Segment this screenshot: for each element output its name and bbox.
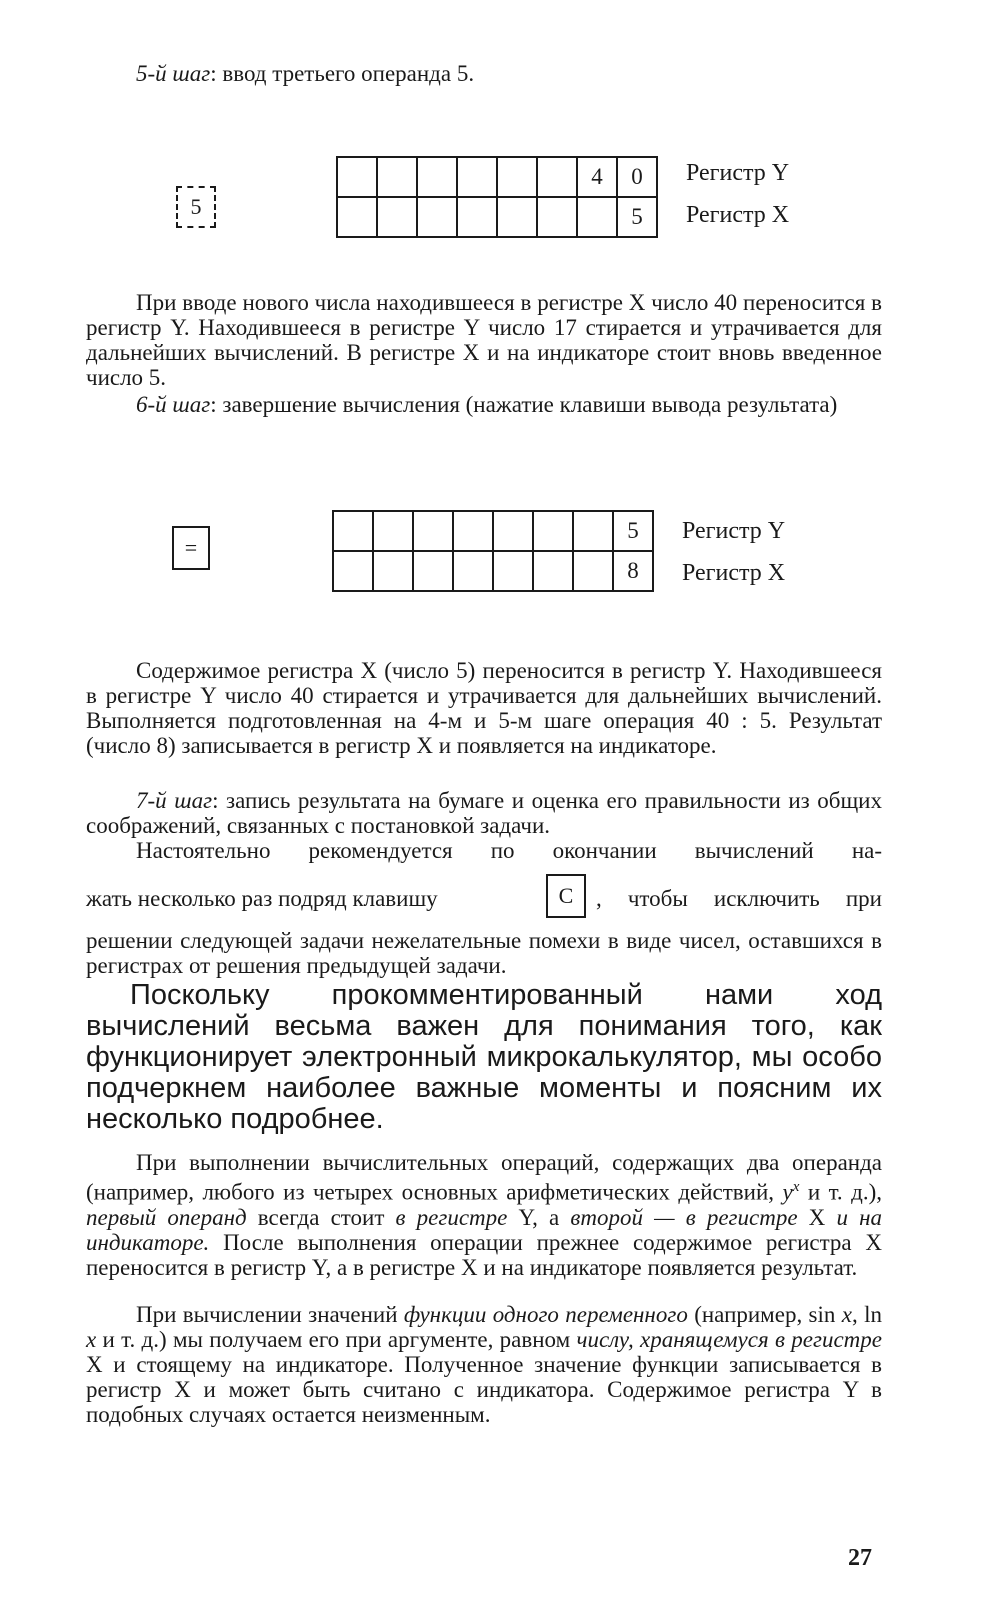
paragraph-3-after-key: , чтобы исключить при xyxy=(596,886,882,911)
paragraph-5-part: При вычислении значений xyxy=(136,1302,404,1327)
cell xyxy=(497,157,537,197)
paragraph-5-part: и т. д.) мы получаем его при аргументе, равном xyxy=(96,1327,577,1352)
cell xyxy=(413,551,453,591)
register-y-label: Регистр Y xyxy=(682,518,786,544)
cell xyxy=(333,511,373,551)
cell xyxy=(333,551,373,591)
paragraph-4-emphasis: и на индикаторе. xyxy=(86,1204,882,1255)
register-y-label: Регистр Y xyxy=(686,160,790,186)
cell xyxy=(493,511,533,551)
cell: 5 xyxy=(617,197,657,237)
cell xyxy=(373,551,413,591)
step6-paragraph xyxy=(86,392,882,417)
cell xyxy=(373,511,413,551)
paragraph-5-part: X и стоящему на индикаторе. Полученное значение функции записывается в регистр X и может быть считано с индикатора. Содержимое регистра Y в подобных случаях остается неизменным. xyxy=(86,1352,882,1427)
cell xyxy=(453,511,493,551)
key-c-label: C xyxy=(558,883,574,908)
register-figure-2 xyxy=(332,510,654,592)
cell xyxy=(537,157,577,197)
register-x-label: Регистр X xyxy=(686,202,790,228)
paragraph-4-part: Y, а xyxy=(507,1204,571,1230)
paragraph-5-part: (например, sin xyxy=(687,1302,842,1327)
page-number: 27 xyxy=(848,1545,872,1571)
cell: 4 xyxy=(577,157,617,197)
cell xyxy=(453,551,493,591)
paragraph-4-emphasis: второй — в регистре xyxy=(570,1204,798,1230)
paragraph-2 xyxy=(86,658,882,758)
step7-paragraph xyxy=(86,788,882,838)
paragraph-4-part: X xyxy=(797,1204,837,1230)
cell xyxy=(377,157,417,197)
register-x-label: Регистр X xyxy=(682,560,786,586)
cell xyxy=(533,511,573,551)
cell xyxy=(417,157,457,197)
paragraph-5-part: , ln xyxy=(852,1302,883,1327)
step7-text: : запись результата на бумаге и оценка его правильности из общих соображений, связанных с постановкой задачи. xyxy=(86,788,882,838)
paragraph-3-line-1 xyxy=(86,838,882,863)
key-equals-label: = xyxy=(184,535,198,560)
paragraph-4-part: После выполнения операции прежнее содержимое регистра X переносится в регистр Y, а в регистре X и на индикаторе появляется результат. xyxy=(86,1229,882,1280)
cell xyxy=(417,197,457,237)
step6-label: 6-й шаг xyxy=(136,392,211,417)
step6-text: : завершение вычисления (нажатие клавиши вывода результата) xyxy=(210,392,838,417)
cell xyxy=(457,157,497,197)
key-5-icon xyxy=(176,186,216,228)
cell xyxy=(337,157,377,197)
cell: 0 xyxy=(617,157,657,197)
key-c-icon xyxy=(546,874,586,918)
variable-x: x xyxy=(86,1327,97,1352)
highlight-paragraph-text: Поскольку прокомментированный нами ход вычислений весьма важен для понимания того, как функционирует электронный микрокалькулятор, мы особо подчеркнем наиболее важные моменты и поясним их несколько подробнее. xyxy=(86,979,882,1135)
register-y-row xyxy=(333,511,653,551)
paragraph-4 xyxy=(86,1150,882,1280)
paragraph-4-part: всегда стоит xyxy=(246,1204,396,1230)
step5-label: 5-й шаг xyxy=(136,61,211,86)
cell xyxy=(497,197,537,237)
cell xyxy=(533,551,573,591)
paragraph-3-line-2 xyxy=(86,872,882,922)
cell xyxy=(573,511,613,551)
register-y-row xyxy=(337,157,657,197)
key-equals-icon xyxy=(172,526,210,570)
cell xyxy=(457,197,497,237)
paragraph-4-part: и т. д.), xyxy=(799,1179,882,1205)
paragraph-4-emphasis: в регистре xyxy=(395,1204,508,1230)
cell xyxy=(493,551,533,591)
register-x-row xyxy=(333,551,653,591)
cell xyxy=(573,551,613,591)
yx-exponent: x xyxy=(792,1179,800,1195)
paragraph-3-rest xyxy=(86,928,882,978)
yx-base: y xyxy=(782,1179,793,1205)
cell xyxy=(377,197,417,237)
step5-text: : ввод третьего операнда 5. xyxy=(210,61,475,86)
paragraph-1-text: При вводе нового числа находившееся в регистре X число 40 переносится в регистр Y. Находившееся в регистре Y число 17 стирается и утрачивается для дальнейших вычислений. В регистре X и на индикаторе стоит вновь введенное число 5. xyxy=(86,290,882,390)
paragraph-3-line-1-text: Настоятельно рекомендуется по окончании вычислений на- xyxy=(136,838,882,863)
paragraph-3-before-key: жать несколько раз подряд клавишу xyxy=(86,886,438,911)
paragraph-2-text: Содержимое регистра X (число 5) переносится в регистр Y. Находившееся в регистре Y число 40 стирается и утрачивается для дальнейших вычислений. Выполняется подготовленная на 4-м и 5-м шаге операция 40 : 5. Результат (число 8) записывается в регистр X и появляется на индикаторе. xyxy=(86,658,882,758)
variable-x: x xyxy=(841,1302,852,1327)
paragraph-5 xyxy=(86,1302,882,1427)
paragraph-5-emphasis: числу, хранящемуся в регистре xyxy=(576,1327,882,1352)
cell xyxy=(537,197,577,237)
register-figure-1 xyxy=(336,156,658,238)
paragraph-1 xyxy=(86,290,882,390)
paragraph-5-emphasis: функции одного переменного xyxy=(403,1302,688,1327)
cell: 5 xyxy=(613,511,653,551)
cell: 8 xyxy=(613,551,653,591)
paragraph-4-part: При выполнении вычислительных операций, содержащих два операнда (например, любого из четырех основных арифметических действий, xyxy=(86,1150,882,1205)
step7-label: 7-й шаг xyxy=(136,788,213,813)
paragraph-4-emphasis: первый операнд xyxy=(86,1204,247,1230)
cell xyxy=(577,197,617,237)
step5-line xyxy=(136,60,474,88)
key-5-label: 5 xyxy=(190,194,202,219)
register-x-row xyxy=(337,197,657,237)
cell xyxy=(337,197,377,237)
paragraph-3-rest-text: решении следующей задачи нежелательные помехи в виде чисел, оставшихся в регистрах от решения предыдущей задачи. xyxy=(86,928,882,978)
highlight-paragraph xyxy=(86,980,882,1135)
cell xyxy=(413,511,453,551)
